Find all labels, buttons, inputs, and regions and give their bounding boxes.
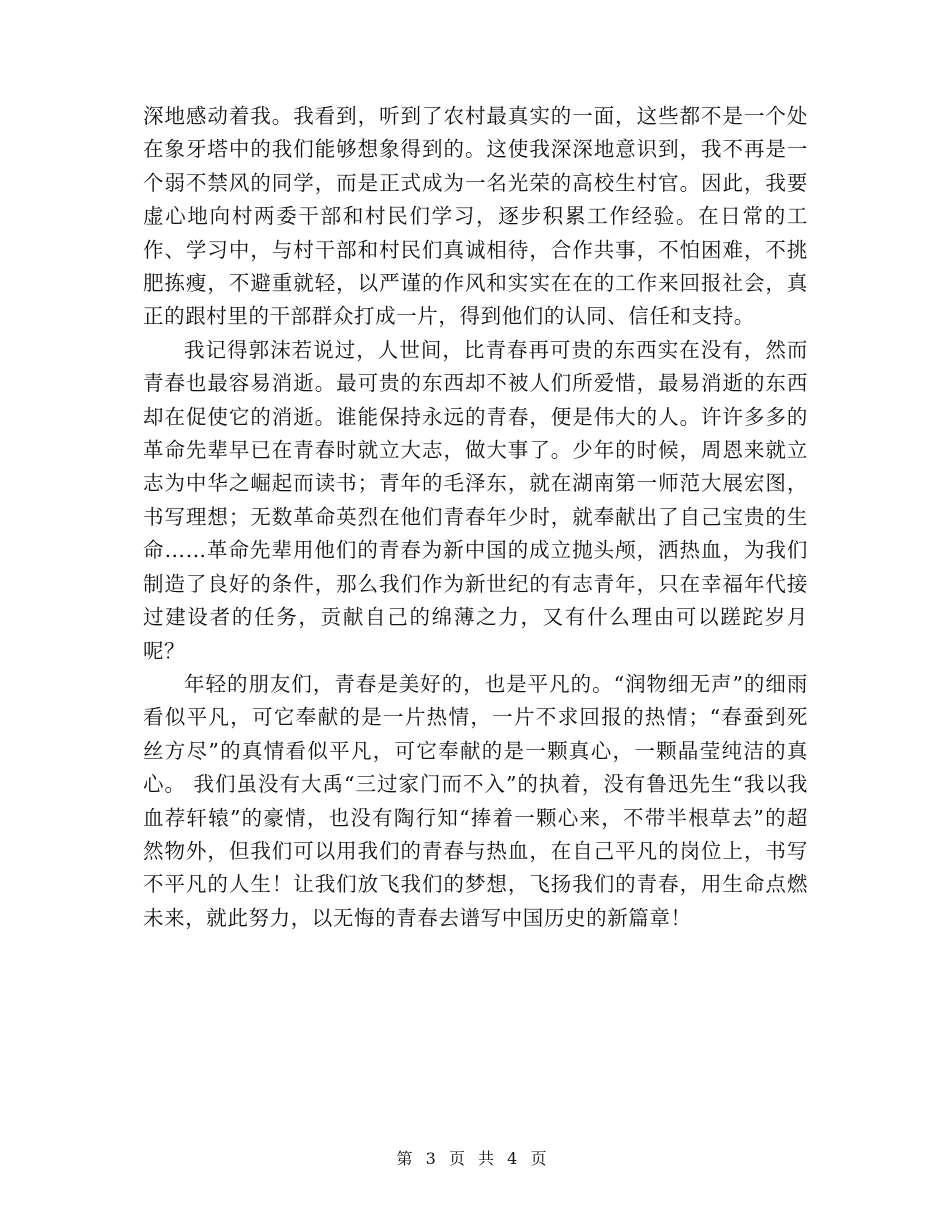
paragraph-2: 我记得郭沫若说过，人世间，比青春再可贵的东西实在没有，然而青春也最容易消逝。最可贵的东西却不被人们所爱惜，最易消逝的东西却在促使它的消逝。谁能保持永远的青春，便是伟大的人。许许多多的革命先辈早已在青春时就立大志，做大事了。少年的时候，周恩来就立志为中华之崛起而读书；青年的毛泽东，就在湖南第一师范大展宏图，书写理想；无数革命英烈在他们青春年少时，就奉献出了自己宝贵的生命……革命先辈用他们的青春为新中国的成立抛头颅，洒热血，为我们制造了良好的条件，那么我们作为新世纪的有志青年，只在幸福年代接过建设者的任务，贡献自己的绵薄之力，又有什么理由可以蹉跎岁月呢？ bbox=[143, 337, 808, 663]
footer-label-page-unit: 页 bbox=[448, 1149, 466, 1168]
footer-label-page: 第 bbox=[396, 1149, 414, 1168]
footer-label-total: 共 bbox=[478, 1149, 496, 1168]
footer-label-total-unit: 页 bbox=[530, 1149, 548, 1168]
paragraph-3: 年轻的朋友们，青春是美好的，也是平凡的。“润物细无声”的细雨看似平凡，可它奉献的是一片热情，一片不求回报的热情；“春蚕到死丝方尽”的真情看似平凡，可它奉献的是一颗真心，一颗晶莹纯洁的真心。 我们虽没有大禹“三过家门而不入”的执着，没有鲁迅先生“我以我血荐轩辕”的豪情，也没有陶行知“捧着一颗心来，不带半根草去”的超然物外，但我们可以用我们的青春与热血，在自己平凡的岗位上，书写不平凡的人生！让我们放飞我们的梦想，飞扬我们的青春，用生命点燃未来，就此努力，以无悔的青春去谱写中国历史的新篇章！ bbox=[143, 671, 808, 930]
paragraph-1: 深地感动着我。我看到，听到了农村最真实的一面，这些都不是一个处在象牙塔中的我们能够想象得到的。这使我深深地意识到，我不再是一个弱不禁风的同学，而是正式成为一名光荣的高校生村官。因此，我要虚心地向村两委干部和村民们学习，逐步积累工作经验。在日常的工作、学习中，与村干部和村民们真诚相待，合作共事，不怕困难，不挑肥拣瘦，不避重就轻，以严谨的作风和实实在在的工作来回报社会，真正的跟村里的干部群众打成一片，得到他们的认同、信任和支持。 bbox=[143, 104, 808, 329]
page-footer bbox=[0, 1148, 950, 1170]
footer-total-pages: 4 bbox=[507, 1149, 519, 1168]
document-body bbox=[143, 100, 808, 935]
footer-current-page: 3 bbox=[425, 1149, 437, 1168]
